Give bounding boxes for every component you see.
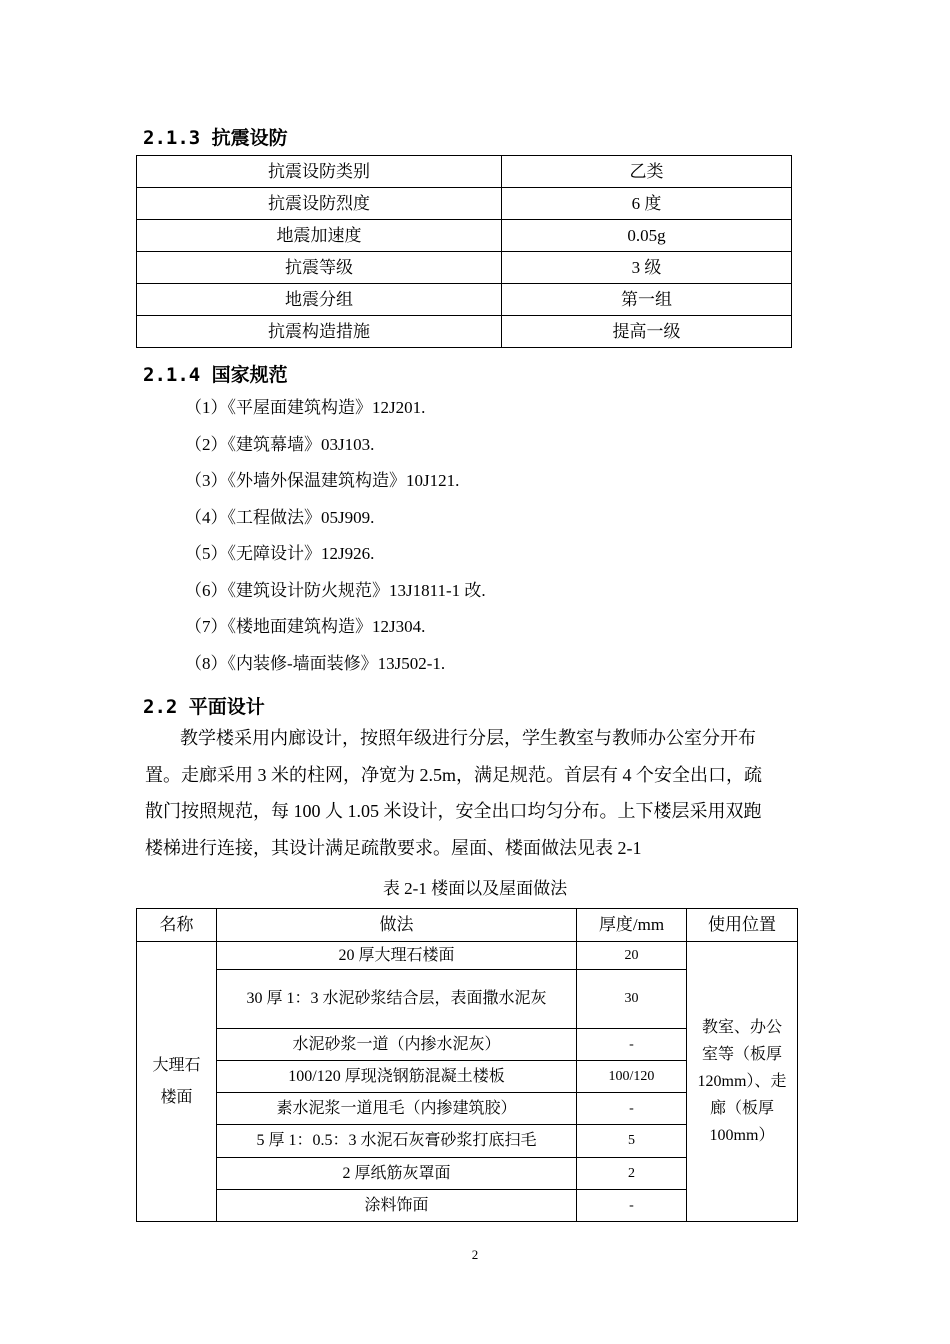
floor-construction-table (136, 908, 798, 1222)
method-cell: 30 厚 1：3 水泥砂浆结合层，表面撒水泥灰 (217, 970, 577, 1029)
value-cell: 第一组 (502, 284, 792, 316)
thickness-cell: - (577, 1190, 687, 1222)
standard-list-item: （5）《无障设计》12J926. (185, 544, 375, 563)
label-cell: 抗震设防类别 (137, 156, 502, 188)
method-cell: 水泥砂浆一道（内掺水泥灰） (217, 1029, 577, 1061)
value-cell: 3 级 (502, 252, 792, 284)
method-cell: 5 厚 1：0.5：3 水泥石灰膏砂浆打底扫毛 (217, 1125, 577, 1158)
table-row (137, 156, 792, 188)
table-row (137, 284, 792, 316)
header-name: 名称 (137, 909, 217, 942)
thickness-cell: 5 (577, 1125, 687, 1158)
value-cell: 6 度 (502, 188, 792, 220)
standard-list-item: （2）《建筑幕墙》03J103. (185, 434, 375, 454)
para-line: 置。走廊采用 3 米的柱网，净宽为 2.5m，满足规范。首层有 4 个安全出口，疏 (145, 764, 762, 785)
header-location: 使用位置 (687, 909, 798, 942)
para-line: 楼梯进行连接，其设计满足疏散要求。屋面、楼面做法见表 2-1 (145, 837, 642, 858)
thickness-cell: 30 (577, 970, 687, 1029)
name-cell: 大理石楼面 (137, 942, 217, 1222)
standard-list-item: （3）《外墙外保温建筑构造》10J121. (185, 471, 460, 490)
thickness-cell: 2 (577, 1158, 687, 1190)
standard-list-item: （6）《建筑设计防火规范》13J1811-1 改. (185, 580, 486, 600)
thickness-cell: - (577, 1093, 687, 1125)
table-row (137, 316, 792, 348)
body-paragraph (145, 720, 807, 866)
label-cell: 抗震等级 (137, 252, 502, 284)
standard-list-item: （7）《楼地面建筑构造》12J304. (185, 617, 426, 636)
section-heading-2-1-4: 2.1.4 国家规范 (143, 364, 288, 386)
label-cell: 地震分组 (137, 284, 502, 316)
label-cell: 地震加速度 (137, 220, 502, 252)
thickness-cell: 100/120 (577, 1061, 687, 1093)
value-cell: 提高一级 (502, 316, 792, 348)
label-cell: 抗震设防烈度 (137, 188, 502, 220)
standard-list-item: （1）《平屋面建筑构造》12J201. (185, 398, 426, 417)
label-cell: 抗震构造措施 (137, 316, 502, 348)
header-thickness: 厚度/mm (577, 909, 687, 942)
thickness-cell: 20 (577, 942, 687, 970)
standard-list-item: （8）《内装修-墙面装修》13J502-1. (185, 653, 446, 673)
method-cell: 涂料饰面 (217, 1190, 577, 1222)
value-cell: 0.05g (502, 220, 792, 252)
table-row (137, 942, 798, 970)
method-cell: 素水泥浆一道甩毛（内掺建筑胶） (217, 1093, 577, 1125)
thickness-cell: - (577, 1029, 687, 1061)
header-method: 做法 (217, 909, 577, 942)
table-row (137, 220, 792, 252)
page-number: 2 (471, 1247, 479, 1262)
para-line: 散门按照规范，每 100 人 1.05 米设计，安全出口均匀分布。上下楼层采用双跑 (145, 801, 762, 821)
location-cell: 教室、办公室等（板厚120mm）、走廊（板厚 100mm） (687, 942, 798, 1222)
seismic-table (136, 155, 792, 348)
method-cell: 2 厚纸筋灰罩面 (217, 1158, 577, 1190)
value-cell: 乙类 (502, 156, 792, 188)
table-caption: 表 2-1 楼面以及屋面做法 (382, 879, 568, 898)
section-heading-2-2: 2.2 平面设计 (143, 696, 265, 718)
table-row (137, 188, 792, 220)
table-row (137, 252, 792, 284)
standard-list-item: （4）《工程做法》05J909. (185, 507, 375, 527)
para-line: 教学楼采用内廊设计，按照年级进行分层，学生教室与教师办公室分开布 (180, 728, 756, 748)
method-cell: 20 厚大理石楼面 (217, 942, 577, 970)
section-heading-2-1-3: 2.1.3 抗震设防 (143, 127, 288, 149)
method-cell: 100/120 厚现浇钢筋混凝土楼板 (217, 1061, 577, 1093)
